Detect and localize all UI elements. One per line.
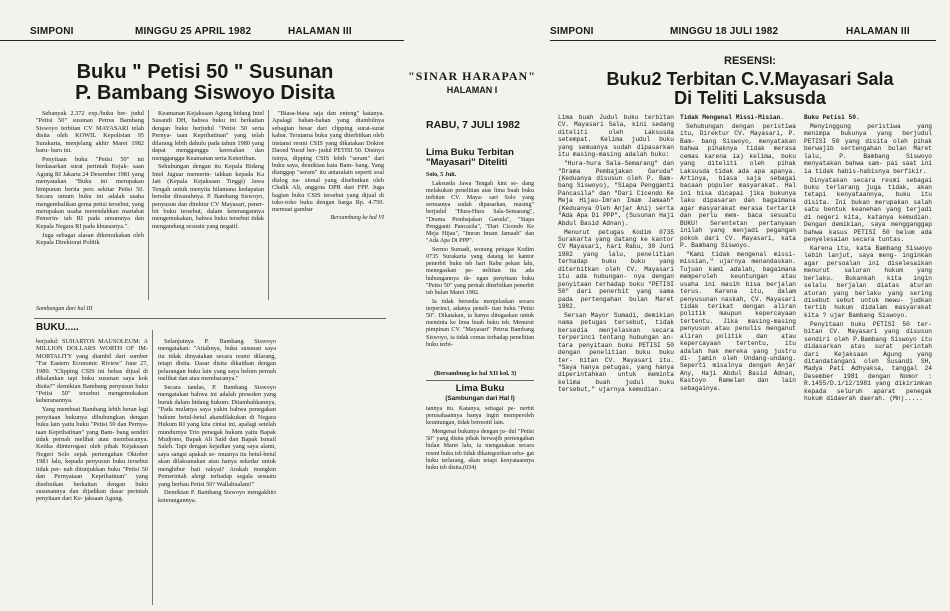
continued-column-1 <box>36 338 148 608</box>
column-subheading: Buku Petisi 50. <box>804 114 860 121</box>
paragraph: berjudul: SUHARTOS MAUSOLEUM: A MILLION DOLLARS WORTH OF IM- MORTALITY yang diambil dari sumber "Far Eastern Economic Riview" June 27, 1980. "Clipping CSIS ini bebas dijual di dikalankan tapi buku susunan saya kok disita?" demikian Bambang penyusun buku "Petisi 50" tersebut mengemukakan keheranannya. <box>36 338 148 405</box>
column-rule <box>268 110 269 300</box>
article-column-3 <box>272 110 384 296</box>
paragraph: Sersan Mayor Sumadi, demikian nama petugas tersebut, tidak bersedia menjelaskan secara terperinci tentang hubungan an- tara penyitaan buku PETISI 50 dengan penelitian buku buku ter- bitan CV. Mayasari itu. "Saya hanya petugas, yang hanya diperintahkan untuk meminta kelima buah judul buku tersebut," ujarnya kemudian. <box>558 311 674 394</box>
continuation-body <box>426 406 534 516</box>
header-page: HALAMAN III <box>846 26 910 37</box>
paragraph: Karena itu, kata Bambang Siswoyo lebih lanjut, saya meng- inginkan agar persoalan ini diselesaikan menurut saluran hukum yang berlaku. Bukankah kita ingin selalu berjalan diatas aturan aturan yang berlaku yang sering disebut sebut untuk mewu- judkan tertib hukum didalam masyarakat kita ? ujar Bambang Siswoyo. <box>804 244 932 319</box>
header-date: MINGGU 25 APRIL 1982 <box>135 26 252 37</box>
continued-column-2 <box>158 338 276 608</box>
paragraph: Secara tandas, P. Bambang Siswoyo mengatakan bahwa ini adalah preseden yang buruk dalam bidang hukum. Ditambahkannya, "Pada mulanya saya yakin bahwa penegakan hukum betul-betul akandilakukan di Negara Hukum RI yang kita cintai ini, apalagi setelah mundurnya Trio penegak hukum yaitu Bapak Mudjono, Bapak Ali Said dan Bapak Ismail Saleh. Tapi dengan kejadian yang saya alami, saya sangsi apakah se- muanya itu betul-betul akan dilaksanakan atau hanya sekedar untuk menghibur hati rakyat? Arakah mungkin Pemerintah alergi terhadap segala sesuatu yang berbau Petisi 50? Wallahualam!" <box>158 384 276 488</box>
article-column-1 <box>36 110 144 296</box>
header-date: MINGGU 18 JULI 1982 <box>670 26 779 37</box>
continuation-headline: Lima Buku <box>455 383 505 394</box>
paragraph: Lima buah Judul buku terbitan CV. Mayasari Sala, kini sedang diteliti oleh Laksusda setempat. Kelima judul buku yang semuanya sudah dipasarkan itu masing-masing adalah buku: <box>558 114 674 159</box>
paragraph: Demikian P. Bambang Siswoyo mengakhiri keterangannya. <box>158 489 276 504</box>
article-column-2 <box>152 110 264 296</box>
paragraph: tannya itu. Katanya, sebagai pe- nerbit perusahaannya hanya ingin memperoleh keuntungan, tidak bermotif lain. <box>426 406 534 427</box>
dateline: Solo, 5 Juli. <box>426 172 457 178</box>
article-body <box>426 172 534 370</box>
paragraph: Sebanyak 2.372 exp./buku ber- judul "Petisi 50" susunan Petrus Bambang Siswoyo terbitan CV MAYASARI telah disita oleh KOWIL Kepolisian 95 Surakarta, menjelang akhir Maret 1982 baru- baru ini. <box>36 110 144 155</box>
column-rule <box>152 330 153 605</box>
title-line-2: P. Bambang Siswoyo Disita <box>75 82 335 104</box>
paragraph: Penyitaan buku "Petisi 50" ini berdasarkan surat perintah Kejak- saan Agung RI Jakarta 24 Desember 1981 yang menyatakan "Buku ini merupakan himpunan berita pers sekitar Petisi 50. Secara umum buku ini adalah usaha mengembalikan gema petisi tersebut, yang merupakan usaha merendahkan martabat Pemerin- tah RI pada umumnya dan Kepala Negara RI pada khususnya.". <box>36 156 144 230</box>
page-number: HALAMAN I <box>446 85 498 95</box>
clipping-sinar-harapan <box>404 0 540 611</box>
paragraph: Keamanan Kejaksaan Agung bidang Intel Susandi DH, bahwa buku ini berkaitan dengan buku berjudul "Petisi 50 serta Pernya- taan Keprihatinan" yang telah dilarang lebih dahulu pada tahun 1980 yang dapat mengganggu keresahan dan mengganggu Keamanan serta Ketertiban. <box>152 110 264 162</box>
continuation-note: Sambungan dari hal III <box>36 306 93 312</box>
title-line-2: Di Teliti Laksusda <box>674 87 826 108</box>
paragraph: Menyinggung peristiwa yang menimpa bukunya yang berjudul PETISI 50 yang disita oleh pihak berwajib sertengahan bulan Maret lalu, P. Bambang Siswoyo menyatakan bahwa sam- pai saat ini ia tidak habis-habisnya berfikir. <box>804 122 932 175</box>
column-subheading: Tidak Mengenal Missi-Misian. <box>680 114 784 121</box>
continued-note: Bersambung ke hal VI <box>330 215 384 222</box>
paragraph: "Hura-hura Sala-Semarang" dan "Drama Pembajakan Garuda" (Keduanya disusun oleh P. Bam- bang Siswoyo), "Siapa Pengganti Pancasila" dan "Dari Cicendo Ke Meja Hijau-Imran Imam Jamaah" (Keduanya Oleh Anjar Ani) serta "Ada Apa Di PPP", (Susunan Haji Abdul Basid Adnan). <box>558 160 674 227</box>
paper-name: SIMPONI <box>550 26 594 37</box>
paragraph: Sehubungan dengan peristiwa itu, Direktur CV. Mayasari, P. Bam- bang Siswoyo, menyatakan bahwa pihaknya tidak merasa cemas karena ia) kelima, buku yang diteliti oleh pihak Laksusda tidak ada apa apanya. Artinya, biasa saja sebagai bacaan populer masyarakat. Hal ini bisa dicapai jika bukunya laku dipasaran dan bagaimana agar masyarakat merasa tertarik dan perlu mem- baca sesuatu BUKU! Serentetan pertanyaan inilah yang menjadi pegangan pokok dari CV. Mayasari, kata P. Bambang Siswoyo. <box>680 122 796 249</box>
section-divider <box>426 380 534 381</box>
paragraph: Selanjutnya P. Bambang Siswoyo mengatakan: "Aitalınya, buku susunan saya itu tidak dinyatakan secara resmi dilarang, tetapi disita. Dasar disita dikaitkan dengan pelarangan buku lain yang saya belum pernah melihat dan atau membacanya." <box>158 338 276 383</box>
section-divider <box>34 318 386 319</box>
clipping-simponi-july <box>540 0 950 611</box>
article-column-2 <box>680 114 796 534</box>
issue-date: RABU, 7 JULI 1982 <box>426 119 520 131</box>
paragraph: Mengenai bukunya dengan ju- dul "Petisi 50" yang disita pihak berwajib pertengahan bulan Maret lalu, ia mengatakan secara resmi buku tsb tidak dikategorikan seba- gai buku terlarang, akan tetapi kenyataannya buku tsb disita.(034) <box>426 429 534 471</box>
title-line-1: Buku " Petisi 50 " Susunan <box>76 61 334 83</box>
paragraph: Sermo Sumadi, seorang petugas Kodim 0735 Surakarta yang datang ke kantor penerbit buku tsb hari Rabu pekan lalu, menegaskan pe- nelitian itu ada hubungannya de- ngan penyitaan buku "Petisi 50" yang pernah diterbitkan penerbit tsb bulan Maret 1982. <box>426 246 534 296</box>
title-line-1: Buku2 Terbitan C.V.Mayasari Sala <box>606 69 894 89</box>
paragraph: Penyitaan buku PETISI 50 ter- bitan CV. Mayasari yang disusun sendiri oleh P.Bambang Siswoyo itu didasarkan atas surat perintah dari Kejaksaan Agung yang ditandatangani oleh Susandi SH, Madya Pati Adhyaksa, tanggal 24 Desember 1981 dengan Nomor : R.1455/D.1/12/1981 yang dikirimkan kepada seluruh aparat penegak hukum didaerah daerah. (Mn)..... <box>804 320 932 403</box>
section-heading: BUKU..... <box>36 322 79 333</box>
page-header <box>550 26 936 41</box>
paper-name: SIMPONI <box>30 26 74 37</box>
paragraph: "Kami tidak mengenal missi- missian," ujarnya menandaskan. Tujuan kami adalah, bagaimana memperoleh keuntungan atau usaha ini masih bisa berjalan terus. Karena itu, dalam penyusunan naskah, CV. Mayasari tidak terikat dengan aliran politik maupun kepercayaan tertentu. Jika masing-masing penyusun atau penulis menganut aliran politik dan atau kepercayaan tertentu, itu adalah hak mereka yang justru di- jamin oleh Undang-undang. Seperti misalnya dengan Anjar Any, Haji Abdul Basid Adnan, Kastoyo Ramelan dan lain sebagainya. <box>680 250 796 392</box>
paragraph: Yang membuat Bambang lebih heran lagi penyitaan bukunya dihubungkan dengan buku lain yaitu buku "Petisi 50 dan Pernya- taan Keprihatinan" yang Bam- bang sendiri tidak pernah melihat atau membacanya. Ketika diinterogasi oleh pihak Kejaksaan Negeri Solo sejak pertengahan Oktober 1981 lalu, kepada penyusun buku tersebut tidak per- nah ditunjukkan buku "Petisi 50 dan Pernyataan Keprihatinan" yang disebutkan berkaitan dengan buku susunannya dan dijadikan dasar perintah penyitaan dari Ke- jaksaan Agung. <box>36 406 148 503</box>
paper-name: "SINAR HARAPAN" <box>408 69 536 83</box>
article-title <box>20 62 390 104</box>
continuation-source: (Sambungan dari Hal I) <box>445 395 515 402</box>
paragraph: "Biasa-biasa saja dan enteng" katanya. Apalagi bahan-bahan yang diambilnya sebagian besar dari clipping surat-surat kabar. Terutama buku yang diterbitkan oleh instansi resmi CSIS yang dikatakan Doktor Daoed Yusuf ber- judul PETISI 50. Disinya isinya, dipping CSIS lebih "seram" dari buku saya, demikian kata Bam- bang. Yang dianggap "seram" itu antaralain seperti soal dialog na- sional yang disebutkan oleh Chalik Ali, anggota DPR dari FPP. Juga bagian buku CSIS tersebut yang dijual di toko-toko buku dengan harga Rp. 4.750. memuat gambar <box>272 110 384 214</box>
continued-note: (Bersambung ke hal XII kol. 3) <box>434 370 517 377</box>
paragraph: Sehubungan dengan itu Kepala Bidang Intel Jaguar memerin- tahkan kepada Ka Jati (Kepala Kejaksaan Tinggi) Jawa Tengah untuk menyita bilamana kedapatan beredar diwarahnya. P. Bambang Siswoyo, penyusun dan direktur CV Mayasari, pener- bit buku tersebut, dalam keterangannya mengemukakan, bahwa buku tersebut tidak mengandung sesuatu yang negatif. <box>152 163 264 230</box>
column-rule <box>148 110 149 300</box>
article-kicker: RESENSI: <box>724 55 776 67</box>
paragraph: Juga sebagai alasan dikemukakan oleh Kepala Direktorat Politik <box>36 231 144 247</box>
article-column-3 <box>804 114 932 474</box>
article-column-1 <box>558 114 674 494</box>
paragraph: Laksusda Jawa Tengah kini se- dang melakukan penelitian atas lima buah buku terbitan CV. Maya- sari Solo yang semuanya sudah dipasarkan, masing" berjudul "Hura-Hura Sala-Semarang", "Drama Pembajakan Garuda", "Siapa Pengganti Pancasila", "Dari Cicendo Ke Meja Hijau", "Imran Imam Jamaah" dan "Ada Apa Di PPP". <box>426 180 534 245</box>
page-header <box>0 26 404 41</box>
article-title <box>560 70 940 108</box>
clipping-simponi-april <box>0 0 404 611</box>
paragraph: Dinyatakan secara resmi sebagai buku terlarang juga tidak, akan tetapi kenyataannya, buku itu disita. Ini bukan merupakan salah satu bentuk keanehan yang terjadi di negeri kita, katanya kemudian. Dengan demikian, saya mengganggap bahwa kasus PETISI 50 belum ada penyelesaian secara tuntas. <box>804 176 932 243</box>
paragraph: Ia tidak bersedia menjelaskan secara terperinci, adanya peneli- tian buku "Petisi 50". Dikatakan, ia hanya ditugaskan untuk meminta ke lima buah buku tsb. Menurut pimpinan CV. "Mayasari" Petrus Bambang Siswoyo, ia tidak cemas terhadap penelitian buku terbi- <box>426 298 534 348</box>
paragraph: Menurut petugas Kodim 0735 Surakarta yang datang ke kantor CV Mayasari, hari Rabu, 30 Juni 1982 yang lalu, penelitian terhadap buku buku yang diterbitkan oleh CV. Mayasari itu ada hubungan- nya dengan penyitaan terhadap buku "PETISI 50" dari penerbit yang sama pada pertengahan bulan Maret 1982. <box>558 228 674 310</box>
article-headline: Lima Buku Terbitan "Mayasari" Diteliti <box>426 147 514 168</box>
header-page: HALAMAN III <box>288 26 352 37</box>
